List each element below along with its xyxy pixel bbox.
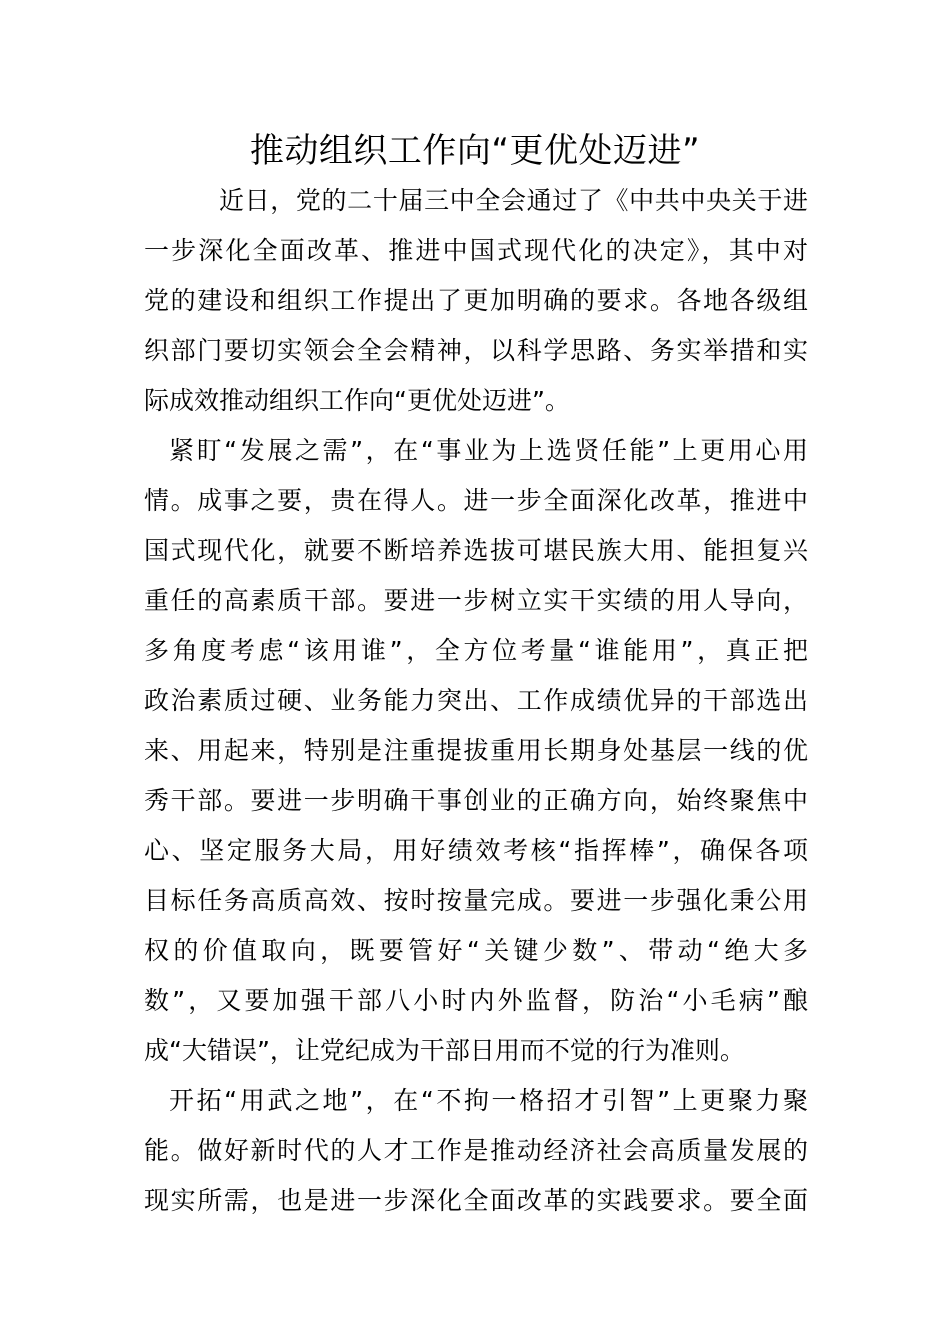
- text-line: 秀干部。要进一步明确干事创业的正确方向，始终聚焦中: [144, 786, 808, 815]
- text-line: 数”，又要加强干部八小时内外监督，防治“小毛病”酿: [144, 986, 808, 1015]
- paragraph: [144, 1076, 808, 1226]
- text-line: 心、坚定服务大局，用好绩效考核“指挥棒”，确保各项: [144, 836, 808, 865]
- text-line: 来、用起来，特别是注重提拔重用长期身处基层一线的优: [144, 736, 808, 765]
- text-line: 权的价值取向，既要管好“关键少数”、带动“绝大多: [144, 936, 808, 965]
- document-title: 推动组织工作向“更优处迈进”: [249, 131, 701, 171]
- document-body: [144, 176, 808, 1226]
- text-line: 能。做好新时代的人才工作是推动经济社会高质量发展的: [144, 1136, 808, 1165]
- text-line: 近日，党的二十届三中全会通过了《中共中央关于进: [219, 186, 808, 215]
- paragraph: [144, 426, 808, 1076]
- text-line: 情。成事之要，贵在得人。进一步全面深化改革，推进中: [144, 486, 808, 515]
- text-line: 开拓“用武之地”，在“不拘一格招才引智”上更聚力聚: [169, 1086, 808, 1115]
- text-line: 一步深化全面改革、推进中国式现代化的决定》，其中对: [144, 236, 808, 265]
- text-line: 织部门要切实领会全会精神，以科学思路、务实举措和实: [144, 336, 808, 365]
- text-line: 党的建设和组织工作提出了更加明确的要求。各地各级组: [144, 286, 808, 315]
- text-line: 重任的高素质干部。要进一步树立实干实绩的用人导向，: [144, 586, 808, 615]
- paragraph: [144, 176, 808, 426]
- text-line: 政治素质过硬、业务能力突出、工作成绩优异的干部选出: [144, 686, 808, 715]
- text-line: 多角度考虑“该用谁”，全方位考量“谁能用”，真正把: [144, 636, 808, 665]
- text-line: 成“大错误”，让党纪成为干部日用而不觉的行为准则。: [144, 1036, 745, 1065]
- text-line: 现实所需，也是进一步深化全面改革的实践要求。要全面: [144, 1186, 808, 1215]
- text-line: 国式现代化，就要不断培养选拔可堪民族大用、能担复兴: [144, 536, 808, 565]
- text-line: 紧盯“发展之需”，在“事业为上选贤任能”上更用心用: [169, 436, 808, 465]
- text-line: 际成效推动组织工作向“更优处迈进”。: [144, 386, 570, 415]
- text-line: 目标任务高质高效、按时按量完成。要进一步强化秉公用: [144, 886, 808, 915]
